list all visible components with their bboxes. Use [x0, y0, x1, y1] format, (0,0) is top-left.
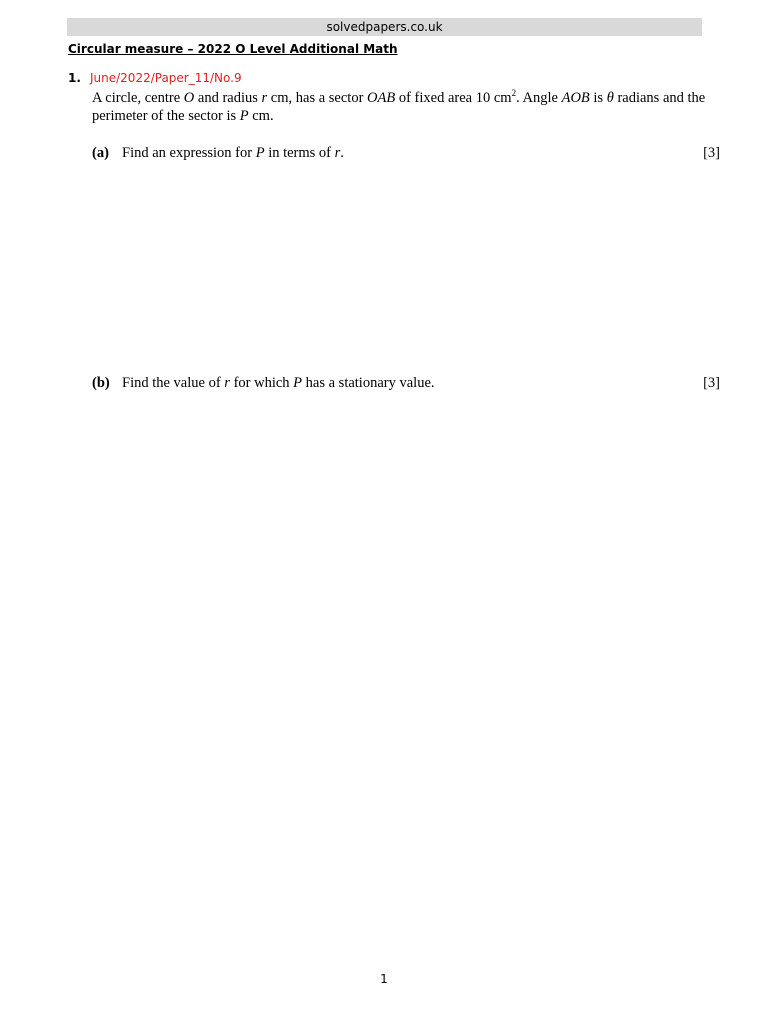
part-text: . [340, 145, 344, 161]
math-variable: r [261, 90, 268, 106]
superscript: 2 [511, 88, 517, 98]
stem-text: cm, has a sector [267, 90, 368, 106]
part-text: has a stationary value. [302, 375, 435, 391]
stem-text: is [589, 90, 607, 106]
page-number: 1 [380, 972, 388, 986]
math-variable: P [293, 375, 303, 391]
site-banner [67, 18, 702, 36]
part-marks: [3] [703, 375, 720, 391]
stem-text: of fixed area 10 cm [395, 90, 512, 106]
stem-text: A circle, centre [92, 90, 184, 106]
math-variable: r [334, 145, 341, 161]
math-variable: P [255, 145, 265, 161]
part-a [92, 144, 720, 162]
math-variable: P [239, 108, 249, 124]
site-name: solvedpapers.co.uk [326, 20, 443, 34]
part-text: Find an expression for [122, 145, 256, 161]
math-variable: AOB [561, 90, 590, 106]
math-variable: r [224, 375, 230, 391]
math-variable: OAB [367, 90, 396, 106]
part-text: for which [229, 375, 294, 391]
part-text: Find the value of [122, 375, 225, 391]
stem-text: and radius [194, 90, 262, 106]
part-label: (a) [92, 145, 109, 161]
question-number: 1. [68, 71, 81, 85]
part-b [92, 374, 720, 392]
math-variable: θ [606, 90, 614, 106]
document-title: Circular measure – 2022 O Level Additional Math [68, 42, 398, 56]
stem-text: . Angle [516, 90, 562, 106]
stem-text: radians and the perimeter of the sector is [92, 90, 706, 124]
question-stem [92, 89, 722, 125]
part-label: (b) [92, 375, 110, 391]
math-variable: O [183, 90, 195, 106]
part-marks: [3] [703, 145, 720, 161]
stem-text: cm. [248, 108, 274, 124]
question-reference: June/2022/Paper_11/No.9 [90, 71, 242, 85]
part-text: in terms of [264, 145, 335, 161]
